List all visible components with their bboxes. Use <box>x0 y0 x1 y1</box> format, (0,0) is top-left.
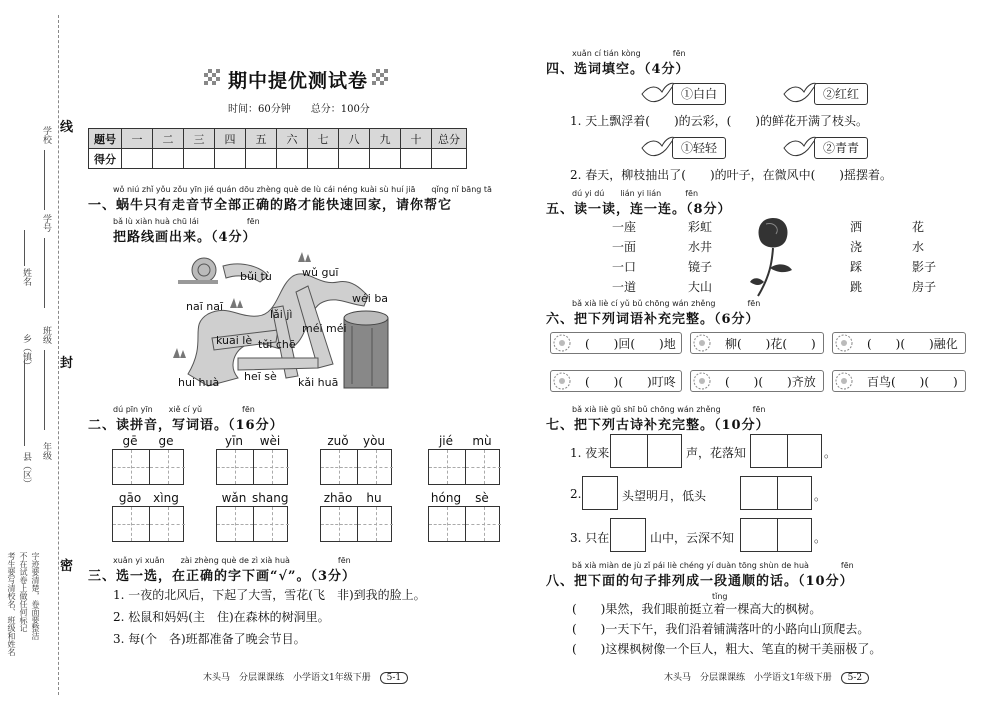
pinyin-syllable: shang <box>252 491 289 505</box>
score-cell[interactable] <box>339 149 370 169</box>
town-line <box>24 360 25 446</box>
score-head-cell: 三 <box>184 129 215 149</box>
poem-text: 山中，云深不知 <box>650 531 735 545</box>
q1-pinyin-2: bǎ lù xiàn huà chū lái fēn <box>113 217 260 226</box>
maze-label: wéi ba <box>352 292 389 305</box>
class-line <box>44 350 45 430</box>
score-cell[interactable] <box>401 149 432 169</box>
poem-text: 。 <box>814 531 827 545</box>
pinyin-syllable: yīn <box>224 434 244 448</box>
match-word[interactable]: 镜子 <box>688 260 713 274</box>
maze-illustration <box>168 246 408 396</box>
score-head-cell: 五 <box>246 129 277 149</box>
score-head-cell: 十 <box>401 129 432 149</box>
student-no-label: 学号 <box>41 214 51 232</box>
stump-icon <box>344 311 388 388</box>
match-word[interactable]: 水 <box>912 240 925 254</box>
poem-blank[interactable] <box>610 518 646 552</box>
q5-prompt: 五、读一读，连一连。（8分） <box>546 202 732 217</box>
q8-sentence: ( )一天下午，我们沿着铺满落叶的小路向山顶爬去。 <box>572 622 870 636</box>
maze-label: méi méi <box>302 322 347 335</box>
word-option: ①轻轻 <box>672 137 726 159</box>
score-head-cell: 一 <box>122 129 153 149</box>
q3-pinyin: xuǎn yi xuǎn zài zhèng què de zì xià huà fēn <box>113 556 351 565</box>
maze-label: naī naī <box>186 300 224 313</box>
county-label: 县（区） <box>21 452 31 488</box>
q1-prompt-2: 把路线画出来。（4分） <box>113 230 257 245</box>
pinyin-syllable: mù <box>472 434 492 448</box>
q2-pinyin: dú pīn yīn xiě cí yǔ fēn <box>113 405 255 414</box>
daisy-icon <box>553 334 571 352</box>
daisy-icon <box>693 334 711 352</box>
q6-pinyin: bǎ xià liè cí yǔ bǔ chōng wán zhěng fēn <box>572 299 761 308</box>
town-label: 乡（镇） <box>21 334 31 370</box>
footer-left-page: 5-1 <box>380 672 409 684</box>
daisy-icon <box>835 334 853 352</box>
poem-text: 头望明月，低头 <box>622 489 707 503</box>
pinyin-syllable: gāo <box>118 491 142 505</box>
word-option: ②红红 <box>814 83 868 105</box>
fill-phrase-box[interactable] <box>832 332 966 354</box>
match-word[interactable]: 浇 <box>850 240 863 254</box>
score-head-cell: 总分 <box>432 129 467 149</box>
match-word[interactable]: 房子 <box>912 280 937 294</box>
pinyin-syllable: wèi <box>259 434 281 448</box>
student-no-line <box>44 238 45 308</box>
poem-blank[interactable] <box>740 476 812 510</box>
q8-pinyin: bǎ xià miàn de jù zǐ pái liè chéng yí duàn tōng shùn de huà fēn <box>572 561 854 570</box>
class-label: 班级 <box>41 326 51 344</box>
tianzi-grid[interactable] <box>428 449 500 485</box>
name-line <box>24 230 25 266</box>
q6-prompt: 六、把下列词语补充完整。（6分） <box>546 312 760 327</box>
tianzi-grid[interactable] <box>112 506 184 542</box>
q8-sentence: ( )果然，我们眼前挺立着一棵高大的枫树。 <box>572 602 822 616</box>
fill-phrase: 百鸟( )( ) <box>867 375 958 389</box>
fill-phrase-box[interactable] <box>690 332 824 354</box>
score-head-cell: 四 <box>215 129 246 149</box>
tianzi-grid[interactable] <box>216 449 288 485</box>
poem-text: 。 <box>814 489 827 503</box>
match-word[interactable]: 一口 <box>612 260 637 274</box>
match-word[interactable]: 一道 <box>612 280 637 294</box>
score-head-cell: 七 <box>308 129 339 149</box>
match-word[interactable]: 影子 <box>912 260 937 274</box>
school-line <box>44 150 45 210</box>
score-table-head-row <box>89 129 467 149</box>
match-word[interactable]: 一座 <box>612 220 637 234</box>
seal-mi: 密 <box>60 559 74 574</box>
footer-left-text: 木头马 分层课课练 小学语文1年级下册 <box>203 673 371 683</box>
maze-label: wǔ guī <box>302 266 339 279</box>
poem-text: 。 <box>824 446 837 460</box>
snail-icon <box>178 258 218 284</box>
notice-line-2: 不在试卷上做任何标记 <box>19 552 28 632</box>
footer-right-text: 木头马 分层课课练 小学语文1年级下册 <box>664 673 832 683</box>
poem-text: 3. 只在 <box>570 531 610 545</box>
match-word[interactable]: 彩虹 <box>688 220 713 234</box>
match-word[interactable]: 花 <box>912 220 925 234</box>
q1-prompt-1: 一、蜗牛只有走音节全部正确的路才能快速回家，请你帮它 <box>88 198 453 213</box>
poem-blank[interactable] <box>750 434 822 468</box>
match-word[interactable]: 洒 <box>850 220 863 234</box>
school-label: 学校 <box>41 126 51 144</box>
q3-item: 1. 一夜的北风后，下起了大雪，雪花(飞 非)到我的脸上。 <box>113 588 426 602</box>
fill-phrase-box[interactable] <box>550 370 682 392</box>
page-title: 期中提优测试卷 <box>228 70 369 92</box>
score-head-cell: 六 <box>277 129 308 149</box>
bird-icon <box>782 134 818 160</box>
tianzi-grid[interactable] <box>112 449 184 485</box>
score-cell[interactable] <box>432 149 467 169</box>
q4-item: 1. 天上飘浮着( )的云彩，( )的鲜花开满了枝头。 <box>570 114 868 128</box>
score-row-label: 得分 <box>89 149 122 169</box>
pinyin-syllable: sè <box>475 491 489 505</box>
poem-blank[interactable] <box>610 434 682 468</box>
fill-phrase: ( )回( )地 <box>585 337 676 351</box>
score-cell[interactable] <box>122 149 153 169</box>
pinyin-syllable: jié <box>438 434 454 448</box>
poem-text: 声，花落知 <box>686 446 747 460</box>
tianzi-grid[interactable] <box>320 506 392 542</box>
score-cell[interactable] <box>184 149 215 169</box>
footer-left <box>203 670 408 684</box>
pinyin-syllable: zhāo <box>323 491 353 505</box>
q4-item: 2. 春天，柳枝抽出了( )的叶子，在微风中( )摇摆着。 <box>570 168 892 182</box>
score-cell[interactable] <box>370 149 401 169</box>
q8-prompt: 八、把下面的句子排列成一段通顺的话。（10分） <box>546 574 854 589</box>
q3-item: 2. 松鼠和妈妈(主 住)在森林的树洞里。 <box>113 610 330 624</box>
fill-phrase-box[interactable] <box>690 370 824 392</box>
pinyin-syllable: hu <box>366 491 382 505</box>
score-table-score-row <box>89 149 467 169</box>
match-word[interactable]: 一面 <box>612 240 637 254</box>
poem-text: 2. <box>570 487 582 501</box>
match-word[interactable]: 水井 <box>688 240 713 254</box>
tianzi-grid[interactable] <box>428 506 500 542</box>
fill-phrase: 柳( )花( ) <box>725 337 816 351</box>
maze-label: lǎi jì <box>270 308 293 321</box>
q1-pinyin-1: wǒ niú zhǐ yǒu zǒu yīn jié quán dōu zhèng què de lù cái néng kuài sù huí jiā qǐng nǐ bāng tā <box>113 185 492 194</box>
pinyin-syllable: wǎn <box>221 491 247 505</box>
word-option: ②青青 <box>814 137 868 159</box>
score-cell[interactable] <box>153 149 184 169</box>
q4-prompt: 四、选词填空。（4分） <box>546 62 690 77</box>
maze-label: bǔi tù <box>240 270 272 283</box>
poem-text: 1. 夜来 <box>570 446 610 460</box>
tianzi-grid[interactable] <box>216 506 288 542</box>
q4-pinyin: xuǎn cí tián kòng fēn <box>572 49 686 58</box>
fill-phrase: ( )( )融化 <box>867 337 958 351</box>
daisy-icon <box>553 372 571 390</box>
cut-line <box>58 15 59 695</box>
notice-line-3: 字迹要清楚，卷面要整洁 <box>31 552 40 640</box>
q2-prompt: 二、读拼音，写词语。（16分） <box>88 418 284 433</box>
match-word[interactable]: 跳 <box>850 280 863 294</box>
q8-sentence: ( )这棵枫树像一个巨人，粗大、笔直的树干美丽极了。 <box>572 642 882 656</box>
q3-item: 3. 每(个 各)班都准备了晚会节目。 <box>113 632 306 646</box>
title-deco-left <box>204 69 220 85</box>
notice-line-1: 考生要写清校名、班级和姓名 <box>7 552 16 656</box>
footer-right <box>664 670 869 684</box>
maze-label: hui huà <box>178 376 220 389</box>
footer-right-page: 5-2 <box>841 672 870 684</box>
q7-pinyin: bǎ xià liè gǔ shī bǔ chōng wán zhěng fēn <box>572 405 766 414</box>
fill-phrase: ( )( )叮咚 <box>585 375 676 389</box>
match-word[interactable]: 大山 <box>688 280 713 294</box>
daisy-icon <box>835 372 853 390</box>
pinyin-syllable: yòu <box>362 434 386 448</box>
fill-phrase-box[interactable] <box>550 332 682 354</box>
score-cell[interactable] <box>277 149 308 169</box>
pinyin-syllable: ge <box>158 434 174 448</box>
seal-feng: 封 <box>60 356 74 371</box>
score-cell[interactable] <box>246 149 277 169</box>
title-deco-right <box>372 69 388 85</box>
maze-label: heī sè <box>244 370 277 383</box>
q7-prompt: 七、把下列古诗补充完整。（10分） <box>546 418 770 433</box>
maze-label: kuai lè <box>216 334 253 347</box>
score-head-cell: 二 <box>153 129 184 149</box>
bird-icon <box>640 80 676 106</box>
rose-icon <box>748 212 798 298</box>
pinyin-syllable: xìng <box>153 491 179 505</box>
daisy-icon <box>693 372 711 390</box>
poem-blank[interactable] <box>740 518 812 552</box>
name-label: 姓名 <box>21 268 31 286</box>
seal-xian: 线 <box>60 120 74 135</box>
exam-info: 时间：60分钟 总分：100分 <box>228 104 370 115</box>
poem-blank[interactable] <box>582 476 618 510</box>
score-head-cell: 题号 <box>89 129 122 149</box>
score-head-cell: 八 <box>339 129 370 149</box>
maze-label: tǔi chē <box>258 338 296 351</box>
pinyin-syllable: zuǒ <box>327 434 349 448</box>
tianzi-grid[interactable] <box>320 449 392 485</box>
bird-icon <box>640 134 676 160</box>
grade-label: 年级 <box>41 442 51 460</box>
fill-phrase: ( )( )齐放 <box>725 375 816 389</box>
fill-phrase-box[interactable] <box>832 370 966 392</box>
q5-pinyin: dú yi dú lián yi lián fēn <box>572 189 699 198</box>
bird-icon <box>782 80 818 106</box>
score-table <box>88 128 467 169</box>
q8-ting-pinyin: tǐng <box>712 592 728 601</box>
score-cell[interactable] <box>215 149 246 169</box>
score-cell[interactable] <box>308 149 339 169</box>
maze-label: kǎi huā <box>298 376 339 389</box>
pinyin-syllable: hóng <box>430 491 462 505</box>
pinyin-syllable: gē <box>122 434 138 448</box>
q3-prompt: 三、选一选，在正确的字下画“√”。（3分） <box>88 569 357 584</box>
match-word[interactable]: 踩 <box>850 260 863 274</box>
score-head-cell: 九 <box>370 129 401 149</box>
word-option: ①白白 <box>672 83 726 105</box>
